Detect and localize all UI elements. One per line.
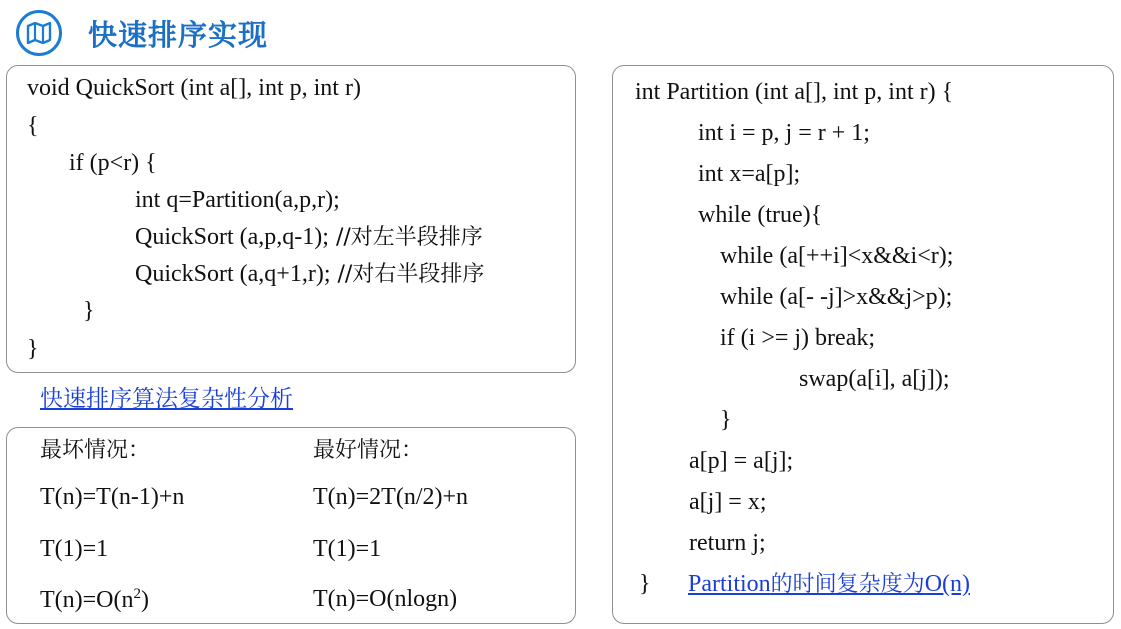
- link-text: 的时间复杂度为: [770, 572, 925, 597]
- complexity-box: [6, 427, 576, 624]
- worst-recurrence: T(n)=T(n-1)+n: [40, 484, 185, 510]
- code-line: int x=a[p];: [698, 161, 801, 187]
- code-line: if (p<r) {: [69, 150, 157, 176]
- book-map-icon: [16, 10, 62, 56]
- best-recurrence: T(n)=2T(n/2)+n: [313, 484, 469, 510]
- code-text: QuickSort (a,q+1,r);: [135, 261, 331, 287]
- best-base-case: T(1)=1: [313, 536, 382, 562]
- code-line: a[j] = x;: [689, 489, 767, 515]
- worst-result-prefix: T(n)=O(n: [40, 587, 134, 613]
- code-line: }: [27, 336, 39, 362]
- code-line: [135, 259, 484, 290]
- code-line: while (true){: [698, 202, 823, 228]
- partition-complexity-link[interactable]: [688, 569, 970, 600]
- complexity-analysis-link[interactable]: 快速排序算法复杂性分析: [40, 386, 293, 412]
- link-text: Partition: [688, 571, 771, 597]
- code-text: QuickSort (a,p,q-1);: [135, 224, 329, 250]
- worst-result: [40, 586, 149, 614]
- code-line: swap(a[i], a[j]);: [799, 366, 950, 392]
- code-line: [135, 222, 483, 253]
- code-line: int Partition (int a[], int p, int r) {: [635, 79, 954, 105]
- code-line: int q=Partition(a,p,r);: [135, 187, 340, 213]
- partition-code-box: [612, 65, 1114, 624]
- code-line: return j;: [689, 530, 766, 556]
- worst-case-label: 最坏情况：: [40, 438, 151, 463]
- worst-base-case: T(1)=1: [40, 536, 109, 562]
- quicksort-code-box: [6, 65, 576, 373]
- best-result: T(n)=O(nlogn): [313, 586, 458, 612]
- best-case-label: 最好情况：: [313, 438, 424, 463]
- code-line: }: [720, 407, 732, 433]
- code-line: void QuickSort (int a[], int p, int r): [27, 75, 361, 101]
- worst-result-exponent: 2: [133, 586, 142, 602]
- page-title: 快速排序实现: [88, 17, 269, 52]
- worst-result-suffix: ): [141, 587, 150, 613]
- code-line: while (a[- -j]>x&&j>p);: [720, 284, 953, 310]
- code-comment: //对右半段排序: [330, 262, 485, 287]
- code-line: if (i >= j) break;: [720, 325, 876, 351]
- code-line: }: [639, 571, 651, 597]
- code-line: a[p] = a[j];: [689, 448, 794, 474]
- code-line: while (a[++i]<x&&i<r);: [720, 243, 954, 269]
- code-line: }: [83, 298, 95, 324]
- code-comment: //对左半段排序: [328, 225, 483, 250]
- title-row: [16, 8, 268, 58]
- code-line: int i = p, j = r + 1;: [698, 120, 870, 146]
- link-text: O(n): [924, 571, 971, 597]
- code-line: {: [27, 113, 39, 139]
